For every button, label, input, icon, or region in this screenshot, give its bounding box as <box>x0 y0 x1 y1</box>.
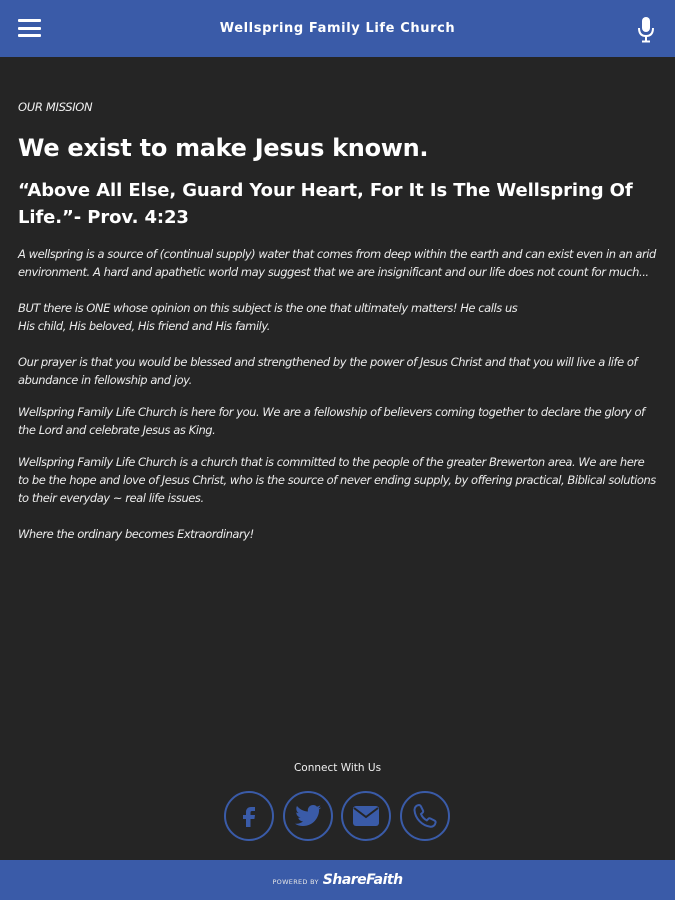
social-links <box>224 791 450 841</box>
paragraph-committed: Wellspring Family Life Church is a church that is committed to the people of the greater Brewerton area. We are here to be the hope and love of Jesus Christ, who is the source of never ending supply, by offering practical, Biblical solutions to their everyday ~ real life issues. <box>18 454 656 505</box>
email-icon[interactable] <box>341 791 391 841</box>
connect-label: Connect With Us <box>293 762 382 774</box>
mission-heading: We exist to make Jesus known. <box>18 134 429 162</box>
twitter-icon[interactable] <box>283 791 333 841</box>
section-label: OUR MISSION <box>18 100 93 114</box>
powered-by-label: POWERED BY <box>272 877 319 886</box>
paragraph-wellspring: A wellspring is a source of (continual supply) water that comes from deep within the earth and can exist even in an arid environment. A hard and apathetic world may suggest that we are insignificant and our life does not count for much... <box>18 246 656 279</box>
mission-content <box>18 100 658 543</box>
sharefaith-logo[interactable]: ShareFaith <box>322 872 403 888</box>
microphone-icon[interactable] <box>637 17 655 43</box>
paragraph-prayer: Our prayer is that you would be blessed and strengthened by the power of Jesus Christ and that you will live a life of abundance in fellowship and joy. <box>18 354 638 387</box>
footer-bar <box>0 860 675 900</box>
facebook-icon[interactable] <box>224 791 274 841</box>
hamburger-menu-icon[interactable] <box>18 19 41 37</box>
paragraph-opinion: BUT there is ONE whose opinion on this subject is the one that ultimately matters! He calls us His child, His beloved, His friend and His family. <box>18 300 518 333</box>
scripture-verse: “Above All Else, Guard Your Heart, For It Is The Wellspring Of Life.”- Prov. 4:23 <box>18 179 633 228</box>
paragraph-tagline: Where the ordinary becomes Extraordinary! <box>18 526 254 541</box>
phone-icon[interactable] <box>400 791 450 841</box>
paragraph-fellowship: Wellspring Family Life Church is here for you. We are a fellowship of believers coming together to declare the glory of the Lord and celebrate Jesus as King. <box>18 404 645 437</box>
app-title: Wellspring Family Life Church <box>219 21 456 36</box>
top-app-bar <box>0 0 675 57</box>
